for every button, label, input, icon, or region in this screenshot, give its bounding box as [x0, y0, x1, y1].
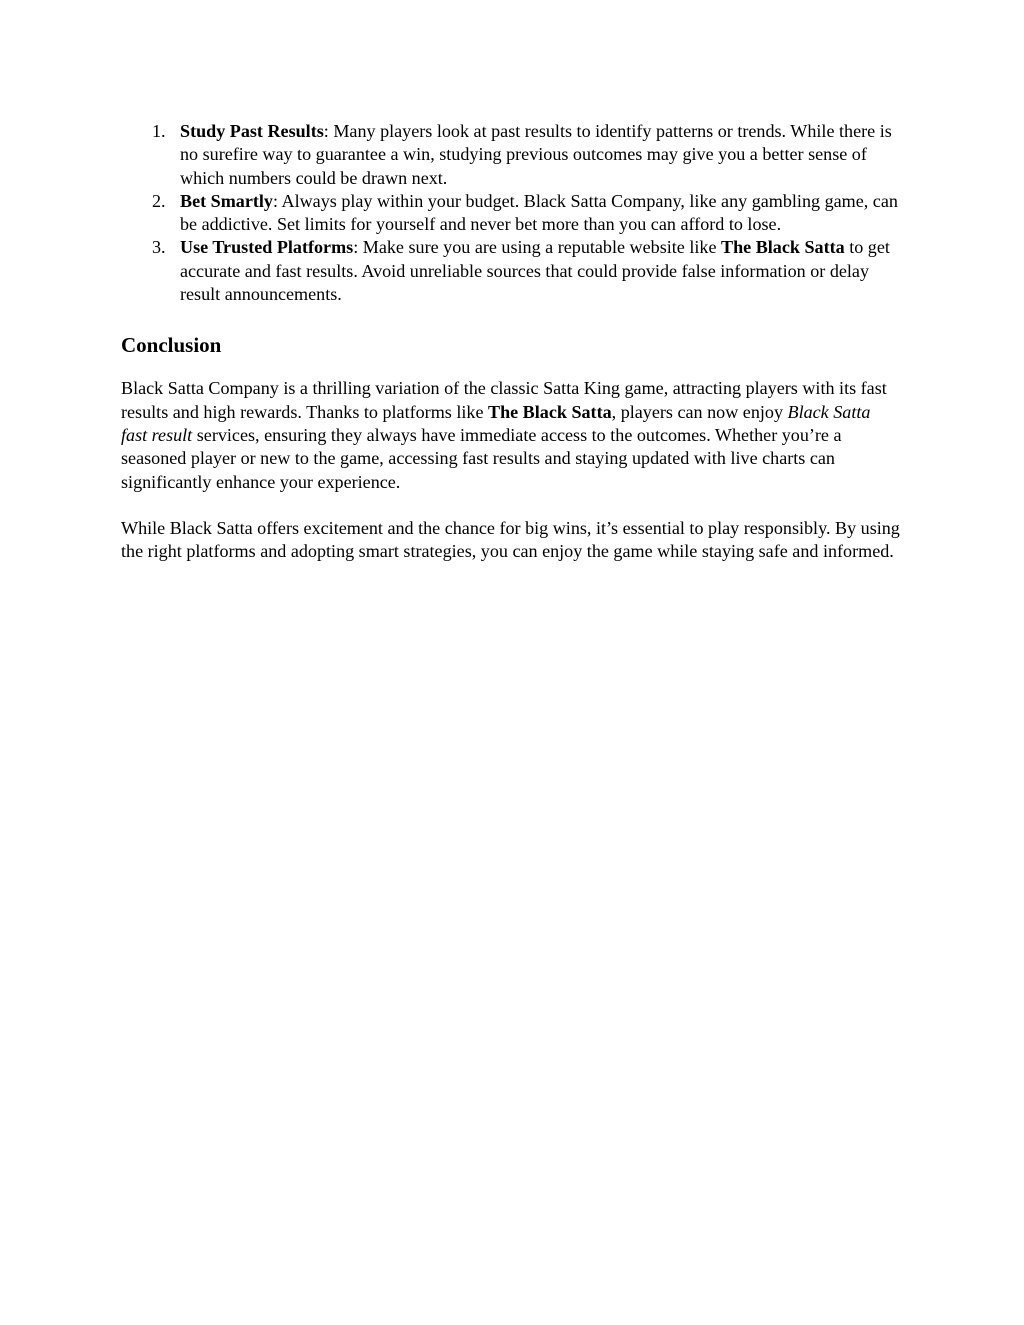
brand-name: The Black Satta — [721, 237, 845, 258]
paragraph-text: services, ensuring they always have immediate access to the outcomes. Whether you’re a seasoned player or new to the game, accessing fast results and staying updated with live charts can significantly enhance your experience. — [121, 424, 842, 492]
page-content — [121, 120, 901, 563]
list-number: 3. — [152, 237, 166, 258]
paragraph-text: , players can now enjoy — [611, 401, 788, 422]
tips-list — [121, 120, 901, 306]
tip-text: : Make sure you are using a reputable website like — [353, 237, 722, 258]
tip-text: : Always play within your budget. Black Satta Company, like any gambling game, can be addictive. Set limits for yourself and never bet more than you can afford to lose. — [180, 190, 898, 235]
conclusion-paragraph-2: While Black Satta offers excitement and the chance for big wins, it’s essential to play responsibly. By using the right platforms and adopting smart strategies, you can enjoy the game while staying safe and informed. — [121, 517, 900, 562]
tip-title: Study Past Results — [180, 121, 324, 141]
list-item — [121, 236, 901, 306]
conclusion-heading: Conclusion — [121, 333, 222, 358]
tip-text: : Many players look at past results to identify patterns or trends. While there is no surefire way to guarantee a win, studying previous outcomes may give you a better sense of which numbers could be drawn next. — [180, 121, 892, 188]
tip-title: Bet Smartly — [180, 190, 273, 211]
list-item — [121, 190, 901, 237]
tip-text: to get accurate and fast results. Avoid unreliable sources that could provide false information or delay result announcements. — [180, 237, 890, 305]
emphasis-text: Black Satta fast result — [121, 401, 871, 445]
list-number: 1. — [152, 121, 166, 141]
brand-name: The Black Satta — [488, 401, 612, 422]
conclusion-paragraph-1 — [121, 377, 901, 493]
paragraph-text: Black Satta Company is a thrilling variation of the classic Satta King game, attracting players with its fast results and high rewards. Thanks to platforms like — [121, 378, 887, 422]
tip-title: Use Trusted Platforms — [180, 237, 354, 258]
list-item — [121, 120, 901, 190]
list-number: 2. — [152, 190, 166, 211]
